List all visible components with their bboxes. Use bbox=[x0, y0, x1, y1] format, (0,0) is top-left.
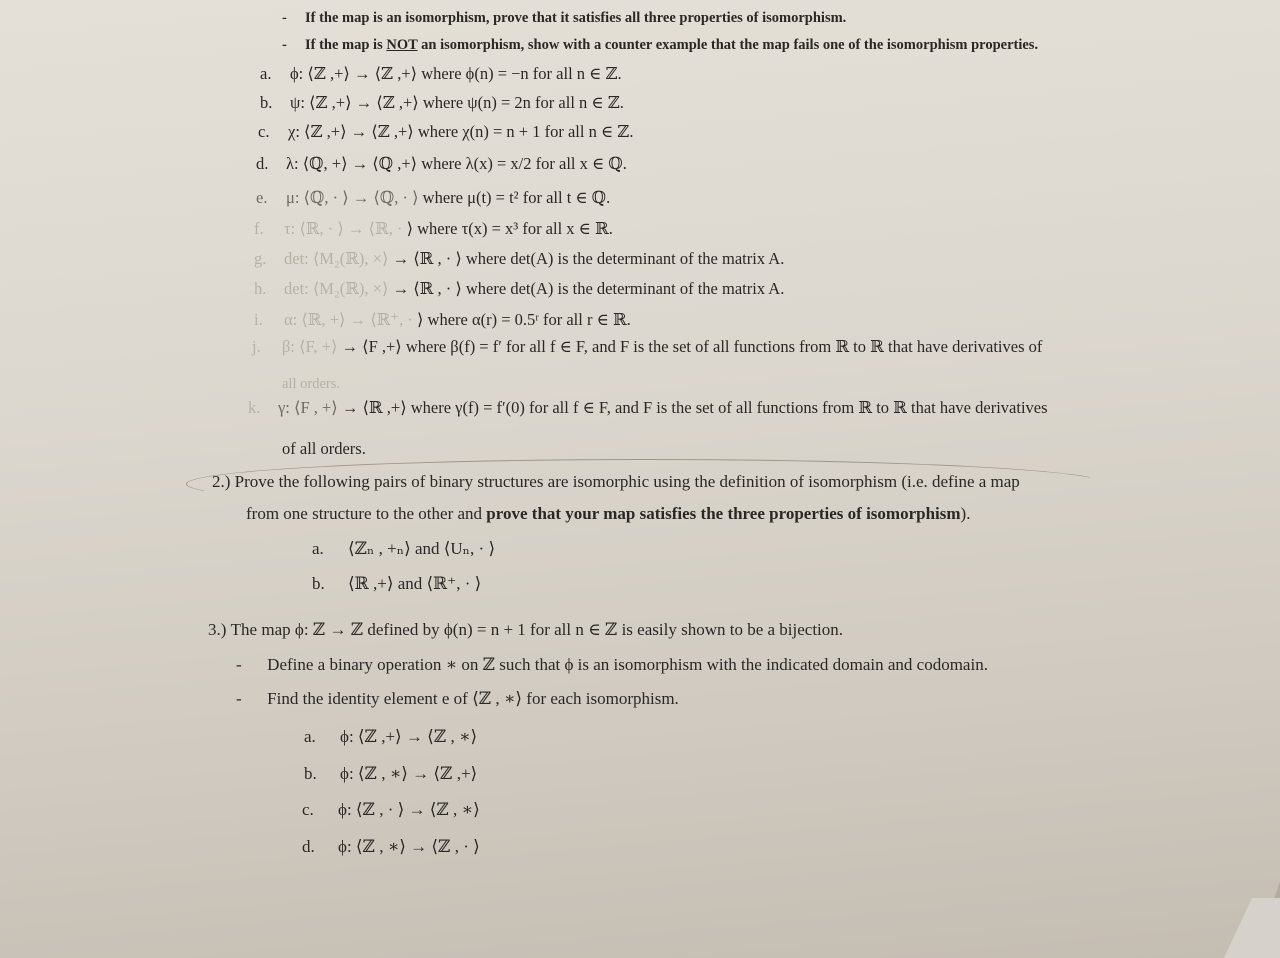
item-text: ϕ: ⟨ℤ ,+⟩ → ⟨ℤ ,+⟩ where ϕ(n) = −n for all n ∈ ℤ. bbox=[290, 64, 622, 83]
q1-item-b bbox=[260, 93, 624, 113]
question-number: 3.) bbox=[208, 620, 227, 639]
bullet-dash: - bbox=[282, 10, 305, 26]
item-text: λ: ⟨ℚ, +⟩ → ⟨ℚ ,+⟩ where λ(x) = x/2 for all x ∈ ℚ. bbox=[286, 154, 627, 173]
item-label: a. bbox=[312, 539, 324, 558]
q1-item-k bbox=[248, 398, 1048, 418]
q2-text: Prove the following pairs of binary structures are isomorphic using the definition of isomorphism (i.e. define a map bbox=[234, 472, 1020, 491]
q2-item-b bbox=[312, 574, 481, 594]
item-text: where μ(t) = t² for all t ∈ ℚ. bbox=[418, 188, 611, 207]
q3-bullet-text: Define a binary operation ∗ on ℤ such that ϕ is an isomorphism with the indicated domain and codomain. bbox=[267, 655, 988, 674]
item-label: j. bbox=[252, 337, 261, 356]
q3-bullet-1 bbox=[236, 655, 988, 675]
item-text-faded: α: ⟨ℝ, +⟩ → ⟨ℝ⁺, · bbox=[284, 310, 413, 329]
item-text: → ⟨ℝ , · ⟩ where det(A) is the determinant of the matrix A. bbox=[388, 279, 785, 298]
q3-item-d bbox=[302, 837, 480, 857]
item-text: → ⟨ℝ , · ⟩ where det(A) is the determinant of the matrix A. bbox=[388, 249, 785, 268]
item-label: b. bbox=[312, 574, 325, 593]
item-text: → ⟨ℝ ,+⟩ where γ(f) = f′(0) for all f ∈ F, and F is the set of all functions from ℝ to ℝ that have derivatives bbox=[337, 398, 1048, 417]
item-text: ϕ: ⟨ℤ , · ⟩ → ⟨ℤ , ∗⟩ bbox=[338, 800, 480, 819]
question-number: 2.) bbox=[212, 472, 231, 491]
item-text-faded: τ: ⟨ℝ, · ⟩ → ⟨ℝ, · bbox=[284, 219, 403, 238]
q1-item-j-continuation bbox=[282, 376, 340, 393]
item-text-faded: det: ⟨M₂(ℝ), ×⟩ bbox=[284, 279, 389, 298]
item-label: g. bbox=[254, 249, 267, 268]
instruction-bullet-1 bbox=[282, 10, 846, 27]
instruction-text-pre: If the map is bbox=[304, 37, 387, 53]
item-text-faded: γ: ⟨F , +⟩ bbox=[278, 398, 338, 417]
q3-bullet-2 bbox=[236, 689, 679, 709]
bullet-dash: - bbox=[282, 37, 305, 53]
q1-item-h bbox=[254, 279, 784, 299]
q1-item-i bbox=[254, 310, 631, 330]
item-text: ϕ: ⟨ℤ , ∗⟩ → ⟨ℤ ,+⟩ bbox=[340, 764, 478, 783]
item-label: e. bbox=[256, 188, 268, 207]
item-label: d. bbox=[302, 837, 315, 856]
q3-text: The map ϕ: ℤ → ℤ defined by ϕ(n) = n + 1 for all n ∈ ℤ is easily shown to be a bijection. bbox=[230, 620, 844, 639]
item-text: χ: ⟨ℤ ,+⟩ → ⟨ℤ ,+⟩ where χ(n) = n + 1 for all n ∈ ℤ. bbox=[288, 122, 634, 141]
item-text: of all orders. bbox=[282, 439, 366, 458]
item-label: d. bbox=[256, 154, 269, 173]
q1-item-k-continuation bbox=[282, 439, 366, 459]
q3-bullet-text: Find the identity element e of ⟨ℤ , ∗⟩ for each isomorphism. bbox=[267, 689, 679, 708]
q1-item-c bbox=[258, 122, 633, 142]
q2-text-bold: prove that your map satisfies the three properties of isomorphism bbox=[486, 504, 961, 523]
instruction-not-emphasis: NOT bbox=[386, 37, 418, 53]
q3-line-1 bbox=[208, 620, 843, 640]
item-text: ⟩ where α(r) = 0.5ʳ for all r ∈ ℝ. bbox=[412, 310, 631, 329]
item-text: ⟨ℤₙ , +ₙ⟩ and ⟨Uₙ, · ⟩ bbox=[348, 539, 496, 558]
item-text: ⟨ℝ ,+⟩ and ⟨ℝ⁺, · ⟩ bbox=[348, 574, 482, 593]
q2-item-a bbox=[312, 539, 495, 559]
q1-item-g bbox=[254, 249, 784, 269]
q1-item-j bbox=[252, 337, 1042, 357]
bullet-dash: - bbox=[236, 655, 268, 674]
item-label: c. bbox=[302, 800, 314, 819]
item-label: b. bbox=[260, 93, 273, 112]
item-label: c. bbox=[258, 122, 270, 141]
q2-text-post: ). bbox=[960, 504, 971, 523]
item-text: ⟩ where τ(x) = x³ for all x ∈ ℝ. bbox=[402, 219, 613, 238]
q3-item-b bbox=[304, 764, 477, 784]
q2-line-2 bbox=[246, 504, 970, 524]
item-text: ψ: ⟨ℤ ,+⟩ → ⟨ℤ ,+⟩ where ψ(n) = 2n for all n ∈ ℤ. bbox=[290, 93, 624, 112]
q2-text-pre: from one structure to the other and bbox=[246, 504, 487, 523]
item-label: i. bbox=[254, 310, 263, 329]
item-text: → ⟨F ,+⟩ where β(f) = f′ for all f ∈ F, and F is the set of all functions from ℝ to ℝ that have derivatives of bbox=[337, 337, 1043, 356]
item-text-faded: β: ⟨F, +⟩ bbox=[282, 337, 338, 356]
q1-item-f bbox=[254, 219, 613, 239]
instruction-bullet-2 bbox=[282, 37, 1038, 54]
q1-item-e bbox=[256, 188, 610, 208]
q1-item-a bbox=[260, 64, 622, 84]
q3-item-c bbox=[302, 800, 480, 820]
item-label: a. bbox=[304, 727, 316, 746]
instruction-text: If the map is an isomorphism, prove that it satisfies all three properties of isomorphism. bbox=[304, 10, 847, 26]
item-label: h. bbox=[254, 279, 267, 298]
q1-item-d bbox=[256, 154, 627, 174]
item-label: k. bbox=[248, 398, 261, 417]
item-text-faded: μ: ⟨ℚ, · ⟩ → ⟨ℚ, · ⟩ bbox=[286, 188, 419, 207]
q2-line-1 bbox=[212, 472, 1020, 492]
item-label: b. bbox=[304, 764, 317, 783]
q3-item-a bbox=[304, 727, 477, 747]
item-text: ϕ: ⟨ℤ , ∗⟩ → ⟨ℤ , · ⟩ bbox=[338, 837, 480, 856]
item-text: ϕ: ⟨ℤ ,+⟩ → ⟨ℤ , ∗⟩ bbox=[340, 727, 478, 746]
item-text-faded: det: ⟨M₂(ℝ), ×⟩ bbox=[284, 249, 389, 268]
item-label: a. bbox=[260, 64, 272, 83]
item-label: f. bbox=[254, 219, 264, 238]
bullet-dash: - bbox=[236, 689, 268, 708]
instruction-text-post: an isomorphism, show with a counter example that the map fails one of the isomorphism properties. bbox=[417, 37, 1039, 53]
item-text-faded: all orders. bbox=[282, 376, 340, 392]
